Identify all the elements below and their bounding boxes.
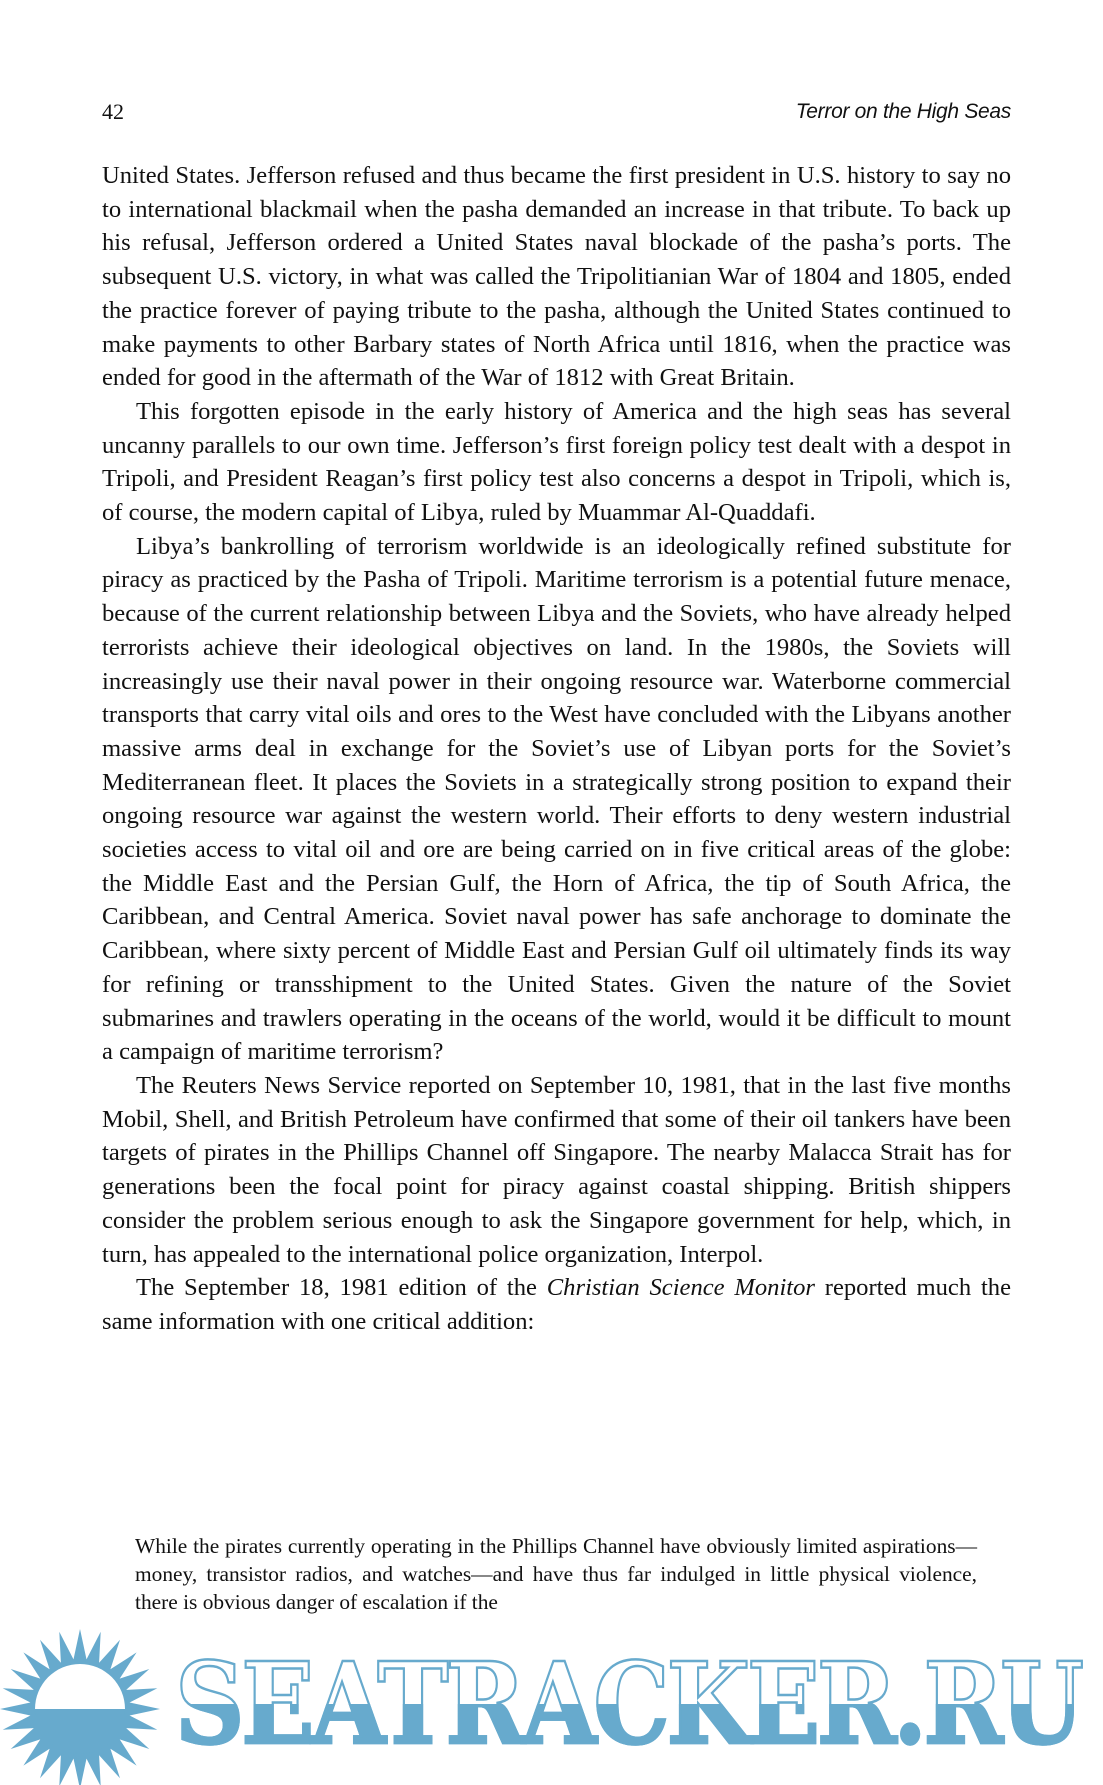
watermark-label: SEATRACKER.RU [175,1639,1081,1770]
paragraph: This forgotten episode in the early history of America and the high seas has several uncanny parallels to our own time. Jefferson’s first foreign policy test dealt with a despot in Tripoli, and President Reagan’s first policy test also concerns a despot in Tripoli, which is, of course, the modern capital of Libya, ruled by Muammar Al-Quaddafi. [102,397,1011,527]
page-number: 42 [102,99,124,124]
body-text [102,159,1011,1339]
block-quote [135,1532,977,1617]
paragraph [102,1271,1011,1338]
paragraph-text: reported much the same information with one critical addition: [102,1274,1011,1335]
publication-title: Christian Science Monitor [546,1274,815,1302]
paragraph: The Reuters News Service reported on September 10, 1981, that in the last five months Mobil, Shell, and British Petroleum have confirmed that some of their oil tankers have been targets of pirates in the Phillips Channel off Singapore. The nearby Malacca Strait has for generations been the focal point for piracy against coastal shipping. British shippers consider the problem serious enough to ask the Singapore government for help, which, in turn, has appealed to the international police organization, Interpol. [102,1071,1011,1268]
paragraph: United States. Jefferson refused and thus became the first president in U.S. history to say no to international blackmail when the pasha demanded an increase in that tribute. To back up his refusal, Jefferson ordered a United States naval blockade of the pasha’s ports. The subsequent U.S. victory, in what was called the Tripolitianian War of 1804 and 1805, ended the practice forever of paying tribute to the pasha, although the United States continued to make payments to other Barbary states of North Africa until 1816, when the practice was ended for good in the aftermath of the War of 1812 with Great Britain. [102,162,1011,392]
quote-text: While the pirates currently operating in the Phillips Channel have obviously limited aspirations—money, transistor radios, and watches—and have thus far indulged in little physical violence, there is obvious danger of escalation if the [135,1534,977,1615]
paragraph-text: The September 18, 1981 edition of the [136,1274,547,1302]
page-header [102,97,1011,127]
watermark-text [175,1639,1087,1770]
paragraph: Libya’s bankrolling of terrorism worldwide is an ideologically refined substitute for piracy as practiced by the Pasha of Tripoli. Maritime terrorism is a potential future menace, because of the current relationship between Libya and the Soviets, who have already helped terrorists achieve their ideological objectives on land. In the 1980s, the Soviets will increasingly use their naval power in their ongoing resource war. Waterborne commercial transports that carry vital oils and ores to the West have concluded with the Libyans another massive arms deal in exchange for the Soviet’s use of Libyan ports for the Soviet’s Mediterranean fleet. It places the Soviets in a strategically strong position to expand their ongoing resource war against the western world. Their efforts to deny western industrial societies access to vital oil and ore are being carried on in five critical areas of the globe: the Middle East and the Persian Gulf, the Horn of Africa, the tip of South Africa, the Caribbean, and Central America. Soviet naval power has safe anchorage to dominate the Caribbean, where sixty percent of Middle East and Persian Gulf oil ultimately finds its way for refining or transshipment to the United States. Given the nature of the Soviet submarines and trawlers operating in the oceans of the world, would it be difficult to mount a campaign of maritime terrorism? [102,532,1011,1066]
running-title: Terror on the High Seas [795,100,1011,123]
sun-icon [0,1625,170,1785]
